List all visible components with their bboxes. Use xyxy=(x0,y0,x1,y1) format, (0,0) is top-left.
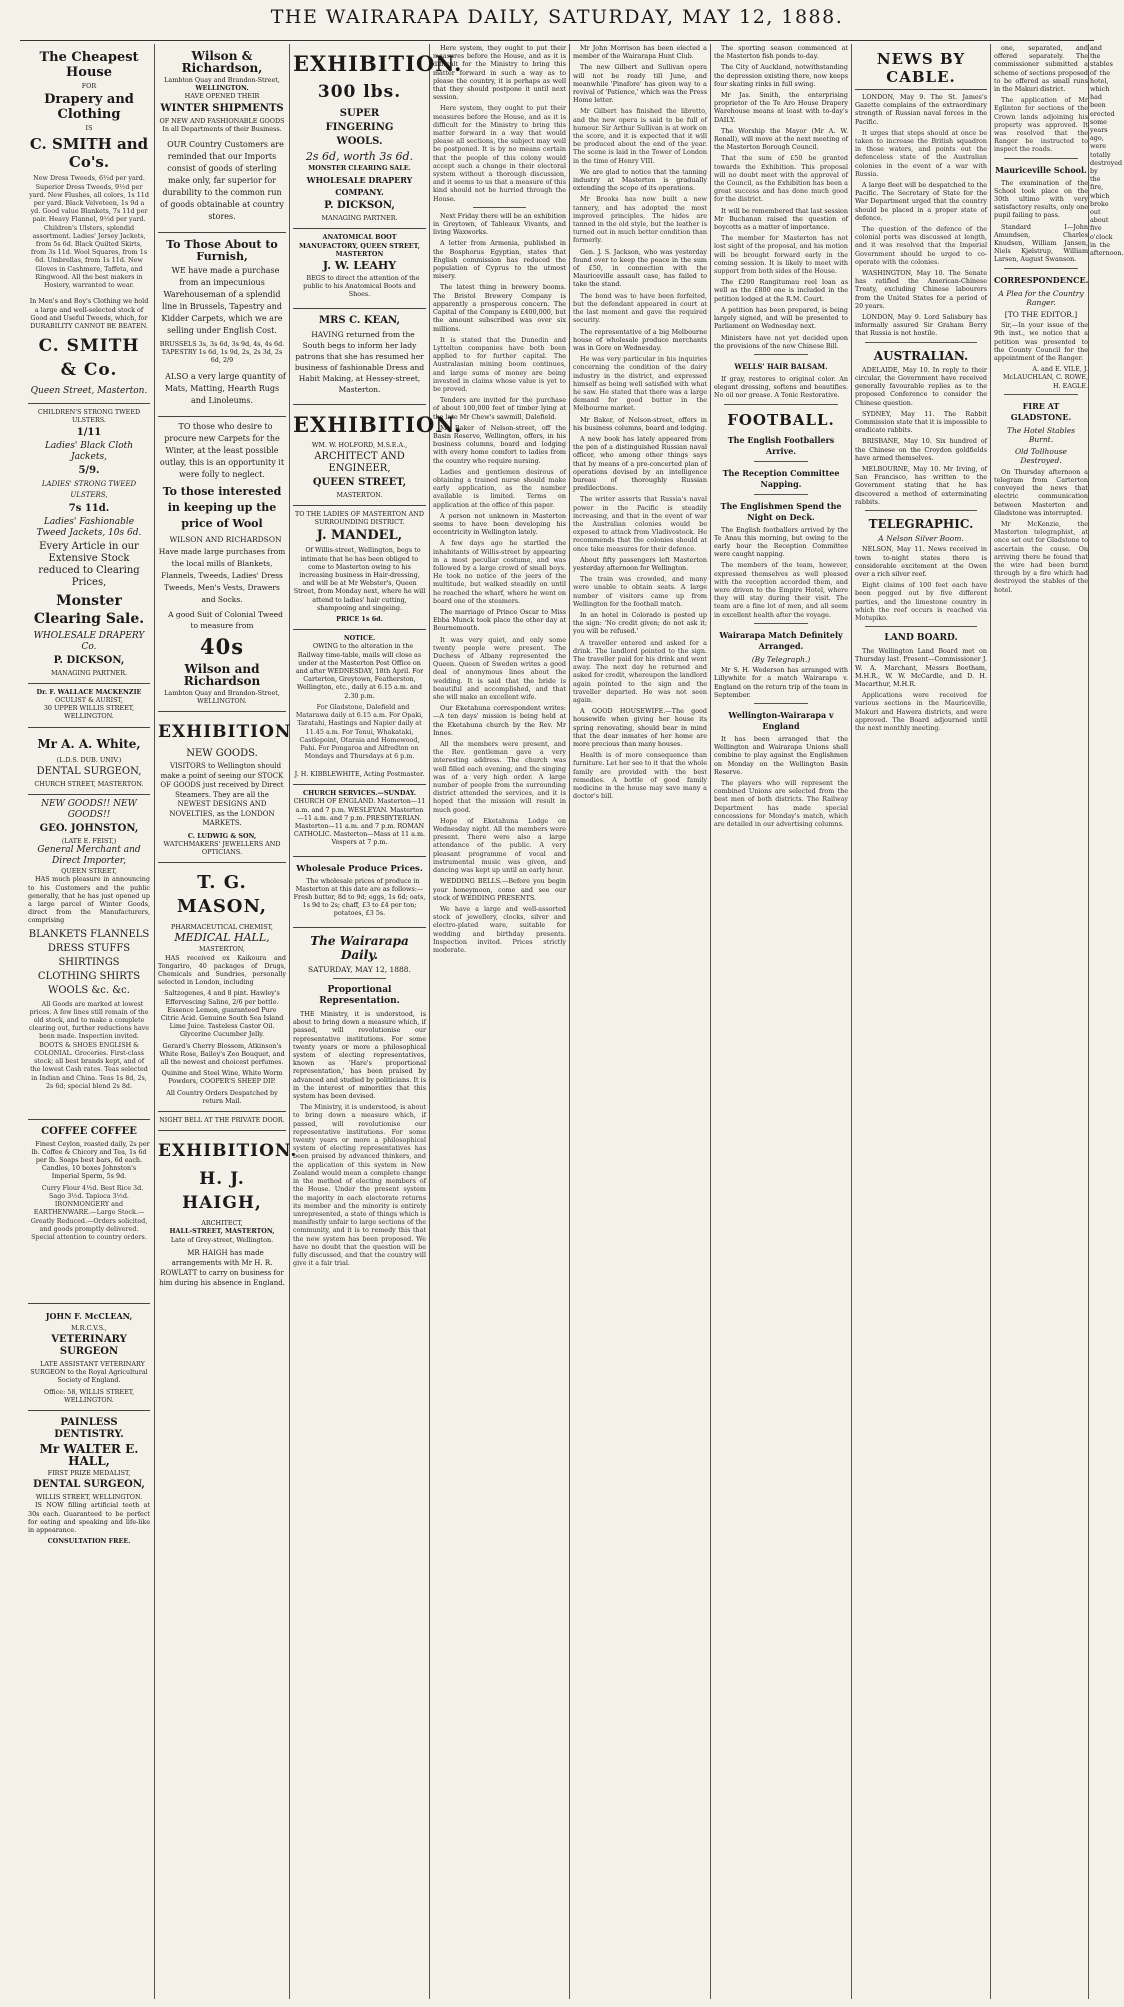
ad-name: GEO. JOHNSTON, xyxy=(39,823,139,835)
ad-top: TO THE LADIES OF MASTERTON AND SURROUNDING DISTRICT. xyxy=(295,510,424,527)
ad-firm: C. SMITH and Co's. xyxy=(29,135,149,172)
advertisement-painless-dentistry xyxy=(28,1411,150,1551)
article-paragraph: The members of the team, however, expressed themselves as well pleased with the reception accorded them, and were driven to the Empire Hotel, where they will stay during their visit. The team are a fine lot of men, and all seem in excellent health after the voyage. xyxy=(714,561,848,619)
article-paragraph: Health is of more consequence than furniture. Let her see to it that the whole family are provided with the best remedies. A bottle of good family medicine in the house may save many a doctor's bill. xyxy=(573,751,707,801)
article-paragraph: On Thursday afternoon a telegram from Carterton conveyed the news that electric communication between Masterton and Gladstone was interrupted. xyxy=(994,467,1088,517)
ad-firm: Wilson & Richardson, xyxy=(181,49,263,75)
ad-title: EXHIBITION. xyxy=(293,411,463,437)
column-rule xyxy=(569,44,570,1999)
ad-name: WM. W. HOLFORD, M.S.E.A., xyxy=(311,440,408,449)
editorial-body: The Ministry, it is understood, is about to bring down a measure which, if passed, will revolutionise our representative institutions. For some twenty years or more a philosophical system of electing representatives has been praised by advanced thinkers, and the application of this system in New Zealand would mean a complete change in the method of electing members of the House. Under the present system the majority in each electorate returns its member and the minority is entirely unrepresented, a state of things which is manifestly unfair to large sections of the community, and it is to remedy this that the new system has been proposed. We have no doubt that the question will be fully discussed, and that the country will give it a fair trial. xyxy=(293,1103,426,1268)
advertisement-title: WELLS' HAIR BALSAM. xyxy=(734,361,828,371)
section-news-by-cable: NEWS BY CABLE. xyxy=(855,50,987,90)
ad-address: Lambton Quay and Brandon-Street, xyxy=(164,76,280,84)
article-paragraph: He was very particular in his inquiries concerning the condition of the dairy industry in the district, and expressed himself as being well satisfied with what he saw. He stated that there was a large demand for good butter in the Melbourne market. xyxy=(573,355,707,413)
article-paragraph: Mr S. H. Wederson has arranged with Lillywhite for a match Wairarapa v. England on the return trip of the team in September. xyxy=(714,666,848,699)
article-paragraph: NELSON, May 11. News received in town to-night states there is considerable excitement at the Owen over a rich silver reef. xyxy=(855,545,987,579)
divider xyxy=(1004,394,1078,395)
ad-name: Mr A. A. White, xyxy=(37,736,141,751)
produce-prices xyxy=(293,857,426,928)
column-3 xyxy=(293,44,463,1999)
advertisement-johnston xyxy=(28,795,150,1120)
issue-date: SATURDAY, MAY 12, 1888. xyxy=(308,964,411,974)
ad-title: To those interested in keeping up the price of Wool xyxy=(162,484,282,530)
ad-body: A good Suit of Colonial Tweed to measure from xyxy=(168,609,283,630)
advertisement-leahy-boots xyxy=(293,229,426,308)
article-paragraph: The question of the defence of the colonial ports was discussed at length, and it was resolved that the Imperial Government should be urged to co-operate with the colonies. xyxy=(855,225,987,266)
subheading: Wellington-Wairarapa v England xyxy=(728,710,834,732)
ad-title: NIGHT BELL AT THE PRIVATE DOOR. xyxy=(159,1116,285,1124)
article-paragraph: BRISBANE, May 10. Six hundred of the Chinese on the Croydon goldfields have armed themselves. xyxy=(855,437,987,462)
article-paragraph: WASHINGTON, May 10. The Senate has ratified the American-Chinese Treaty, excluding Chinese labourers from the United States for a period of 20 years. xyxy=(855,269,987,310)
ad-line: FINGERING xyxy=(325,122,394,133)
ad-title: EXHIBITION xyxy=(158,722,292,743)
ad-line: WOOLS. xyxy=(336,136,383,147)
article-paragraph: All the members were present, and the Rev. gentleman gave a very interesting address. The church was well filled each evening, and the singing was of a very high order. A large number of people from the surrounding district attended the services, and it is hoped that the mission will result in much good. xyxy=(433,740,566,814)
column-rule xyxy=(429,44,430,1999)
column-rule xyxy=(851,44,852,1999)
section-school: Mauriceville School. xyxy=(995,164,1087,175)
article-paragraph: MELBOURNE, May 10. Mr Irving, of San Francisco, has written to the Government stating that he has discovered a method of exterminating rabbits. xyxy=(855,464,987,506)
subheading: A Nelson Silver Boom. xyxy=(878,533,964,543)
ad-line: Ladies' Black Cloth Jackets, xyxy=(44,440,134,462)
ad-text: FOR xyxy=(81,82,97,90)
ad-sub: NEW GOODS. xyxy=(186,748,258,760)
article-paragraph: LONDON, May 9. The St. James's Gazette complains of the extraordinary strength of Russian naval forces in the Pacific. xyxy=(855,93,987,126)
article-paragraph: The member for Masterton has not lost sight of the proposal, and his motion will be brought forward early in the coming session. It is likely to meet with support from both sides of the House. xyxy=(714,234,848,276)
column-1 xyxy=(28,44,150,1999)
article-paragraph: That the sum of £50 be granted towards the Exhibition. This proposal will no doubt meet with the approval of the Council, as the Exhibition has been a great success and has done much good for the district. xyxy=(714,154,848,204)
ad-items: Gerard's Cherry Blossom, Atkinson's White Rose, Bailey's Zeo Bouquet, and all the newest and choicest perfumes. xyxy=(159,1041,285,1066)
ad-line: WINTER SHIPMENTS xyxy=(160,102,284,114)
notice-sign: J. H. KIBBLEWHITE, Acting Postmaster. xyxy=(294,769,425,778)
ad-address: WILLIS STREET, WELLINGTON. xyxy=(35,1493,143,1502)
ad-body: MR HAIGH has made arrangements with Mr H. R. ROWLATT to carry on business for him during his absence in England. xyxy=(159,1248,285,1287)
notice-body: For Gladstone, Dalefield and Matarawa daily at 6.15 a.m. For Opaki, Taratahi, Hastings and Napier daily at 11.45 a.m. For Tenui, Whakataki, Castlepoint, Otaraia and Homewood, Pahi. For Pongaroa and Alfredton on Mondays and Thursdays at 6 p.m. xyxy=(295,702,424,761)
ad-late: (LATE E. FEIST,) xyxy=(61,837,117,846)
article-paragraph: The bond was to have been forfeited, but the defendant appeared in court at the last moment and gave the required security. xyxy=(573,291,707,325)
ad-address: Lambton Quay and Brandon-Street, xyxy=(164,688,280,697)
ad-price: 40s xyxy=(199,633,245,659)
ad-line: Drapery and Clothing xyxy=(44,92,134,123)
article-paragraph: A person not unknown in Masterton seems to have been developing his eccentricity in Wellington lately. xyxy=(433,511,566,537)
article-paragraph: one, separated, and offered separately. The commissioner submitted a scheme of sections proposed to be offered as small runs in the Makuri district. xyxy=(994,44,1088,94)
ad-body: New Dress Tweeds, 6½d per yard. Superior Dress Tweeds, 9½d per yard. New Flushes, all colors, 1s 11d per yard. Black Velveteen, 1s 9d a yd. Good value Blankets, 7s 11d per pair. Heavy Flannel, 9½d per yard. Children's Ulsters, splendid assortment. Ladies' Jersey Jackets, from 5s 6d. Black Quilted Skirts, from 3s 11d. Wool Squares, from 1s 6d. Umbrellas, from 1s 11d. New Gloves in Cashmere, Taffeta, and Ringwood. All the best makers in Hosiery, warranted to wear. xyxy=(29,174,149,290)
ad-address: QUEEN STREET, xyxy=(61,867,117,876)
editorial-body: THE Ministry, it is understood, is about to bring down a measure which, if passed, will revolutionise our representative institutions. For some twenty years or more a philosophical system of electing representatives, known as 'Hare's proportional representation,' has been praised by advanced and studied by politicians. It is in the interest of minorities that this system has been devised. xyxy=(293,1010,426,1101)
ad-name: J. W. LEAHY xyxy=(322,259,397,273)
column-rule xyxy=(1088,44,1089,1999)
article-paragraph: ADELAIDE, May 10. In reply to their circular, the Government have received generally favourable replies as to the proposed Conference to consider the Chinese question. xyxy=(855,365,987,407)
ad-name: J. MANDEL, xyxy=(316,528,403,544)
article-paragraph: The Wellington Land Board met on Thursday last. Present—Commissioner J. W. A. Marchant, Messrs Beetham, M.H.R., W. W. McCardle, and D. H. Macarthur, M.H.R. xyxy=(855,647,987,689)
article-paragraph: Mr Baker, of Nelson-street, offers in his business columns, board and lodging. xyxy=(573,415,707,432)
article-paragraph: Mr Jas. Smith, the enterprising proprietor of the Te Aro House Drapery Warehouse means at least with to-day's DAILY. xyxy=(714,91,848,124)
divider xyxy=(865,342,977,343)
section-land-board: LAND BOARD. xyxy=(884,633,958,644)
byline: (By Telegraph.) xyxy=(751,654,811,664)
ad-role: MANAGING PARTNER. xyxy=(321,214,398,223)
ad-name: Dr. F. WALLACE MACKENZIE xyxy=(36,687,142,696)
advertisement-fingering-wools xyxy=(293,44,463,229)
notice-mails xyxy=(293,630,426,785)
divider xyxy=(1004,268,1078,269)
article-paragraph: The players who will represent the combined Unions are selected from the best men of both districts. The Railway Department has made special concessions for Monday's match, which are detailed in our advertising columns. xyxy=(714,779,848,829)
article-paragraph: Mr John Morrison has been elected a member of the Wairarapa Hunt Club. xyxy=(573,44,707,61)
advertisement-mandel xyxy=(293,506,426,630)
advertisement-veterinary xyxy=(28,1304,150,1411)
advertisement-cheapest-house xyxy=(28,44,150,404)
divider xyxy=(754,461,808,462)
ad-address: CHURCH STREET, MASTERTON. xyxy=(34,779,144,788)
article-paragraph: It urges that steps should at once be taken to increase the British squadron in those waters, and points out the defenceless state of the Australian colonies in the event of a war with Russia. xyxy=(855,128,987,178)
article-paragraph: Mr McKenzie, the Masterton telegraphist, at once set out for Gladstone to ascertain the cause. On arriving there he found that the wire had been burnt through by a fire which had destroyed the stables of the hotel. xyxy=(994,520,1088,594)
ad-firm: Wilson and Richardson xyxy=(183,661,261,688)
section-title: CHURCH SERVICES.—SUNDAY. xyxy=(302,789,416,798)
article-paragraph: In an hotel in Colorado is posted up the sign: 'No credit given; do not ask it; you will be refused.' xyxy=(573,611,707,636)
ad-role: PHARMACEUTICAL CHEMIST, xyxy=(171,923,273,932)
divider xyxy=(754,623,808,624)
ad-line: HAVE OPENED THEIR xyxy=(184,92,260,101)
notice-title: NOTICE. xyxy=(343,634,376,643)
column-8 xyxy=(994,44,1088,1999)
ad-footer: CONSULTATION FREE. xyxy=(47,1537,131,1546)
divider xyxy=(754,354,808,355)
ad-body: Of Willis-street, Wellington, begs to intimate that he has been obliged to come to Masterton owing to his increasing business in Hair-dressing, and will be at Mr Webster's, Queen Street, from Monday next, where he will attend to ladies' hair cutting, shampooing and singeing. xyxy=(293,546,426,612)
ad-price: 7s 11d. xyxy=(68,502,110,514)
advertisement-exhibition-ludwig xyxy=(158,712,292,863)
article-paragraph: and the stables of the hotel, which had been erected some years ago, were totally destroyed by the fire, which broke out about five o'clock in the afternoon. xyxy=(1090,44,1124,258)
divider xyxy=(754,494,808,495)
column-4 xyxy=(433,44,566,1999)
ad-address: Queen Street, Masterton. xyxy=(30,386,148,397)
advertisement-body: If gray, restores to original color. An elegant dressing, softens and beautifies. No oil nor grease. A Tonic Restorative. xyxy=(714,374,848,400)
article-paragraph: The Worship the Mayor (Mr A. W. Renall), will move at the next meeting of the Masterton Borough Council. xyxy=(714,126,848,152)
section-fire: FIRE AT GLADSTONE. xyxy=(1010,400,1072,422)
ad-name: JOHN F. McCLEAN, xyxy=(45,1310,133,1321)
column-rule xyxy=(154,44,155,1999)
article-paragraph: Hope of Eketahuna Lodge on Wednesday night. All the members were present. There were also a large attendance of the public. A very pleasant programme of vocal and instrumental music was given, and dancing was kept up until an early hour. xyxy=(433,816,566,875)
article-paragraph: The writer asserts that Russia's naval power in the Pacific is steadily increasing, and that in the event of war the Australian colonies would be exposed to attack from Vladivostock. He recommends that the colonies should at once take measures for their defence. xyxy=(573,495,707,553)
ad-price: 2s 6d, worth 3s 6d. xyxy=(305,150,414,163)
masthead: THE WAIRARAPA DAILY, SATURDAY, MAY 12, 1888. xyxy=(20,6,1094,41)
article-paragraph: Mr Gilbert has finished the libretto, and the new opera is said to be full of humour. Sir Arthur Sullivan is at work on the score, and it is expected that it will be produced about the end of the year. The scene is laid in the Tower of London in the time of Henry VIII. xyxy=(573,107,707,165)
article-paragraph: The latest thing in brewery booms. The Bristol Brewery Company is apparently a prosperous concern. The Capital of the Company is £400,000, but the amount subscribed was over six millions. xyxy=(433,283,566,333)
editorial-heading: Proportional Representation. xyxy=(319,985,400,1007)
advertisement-wholesale-drapery xyxy=(28,404,150,684)
ad-price: 1/11 xyxy=(76,426,102,438)
article-paragraph: It is stated that the Dunedin and Lyttelton companies have both been applied to for further capital. The Australasian mining boom continues, and large sums of money are being invested in claims whose value is yet to be proved. xyxy=(433,335,566,393)
ad-body: TO those who desire to procure new Carpets for the Winter, at the least possible outlay, this is an opportunity it were folly to neglect. xyxy=(159,421,285,479)
article-paragraph: Gen. J. S. Jackson, who was yesterday found over to keep the peace in the sum of £50, in connection with the Mauriceville assault case, has failed to take the stand. xyxy=(573,247,707,289)
ad-address-firm: C. SMITH & Co. xyxy=(38,336,140,381)
section-telegraphic: TELEGRAPHIC. xyxy=(868,516,974,531)
article-paragraph: About fifty passengers left Masterton yesterday afternoon for Wellington. xyxy=(573,555,707,572)
article-paragraph: Eight claims of 100 feet each have been pegged out by five different parties, and the limestone country in which the reef occurs is reached via Motupiko. xyxy=(855,581,987,623)
article-paragraph: SYDNEY, May 11. The Rabbit Commission state that it is impossible to eradicate rabbits. xyxy=(855,409,987,435)
article-paragraph: Sir,—In your issue of the 9th inst., we notice that a petition was presented to the County Council for the appointment of the Ranger. xyxy=(994,321,1088,362)
article-paragraph: Mr Baker of Nelson-street, off the Basin Reserve, Wellington, offers, in his business columns, board and lodging with every home comfort to ladies from the country who require nursing. xyxy=(433,423,566,465)
advertisement-dentist-white xyxy=(28,728,150,795)
divider xyxy=(473,207,526,208)
article-paragraph: A large fleet will be despatched to the Pacific. The Secretary of State for the War Department urged that the country should be placed in a proper state of defence. xyxy=(855,181,987,222)
ad-city: WELLINGTON. xyxy=(197,696,247,705)
ad-office: Office: 58, WILLIS STREET, WELLINGTON. xyxy=(43,1387,135,1404)
letter-signatures: A. and E. VILE, J. McLAUCHLAN, C. ROWE, H. EAGLE. xyxy=(1003,365,1088,390)
ad-name: Mr WALTER E. HALL, xyxy=(39,1441,139,1468)
column-7 xyxy=(855,44,987,1999)
advertisement-holford xyxy=(293,405,463,506)
editor-label: [TO THE EDITOR.] xyxy=(1004,309,1078,319)
article-paragraph: The sporting season commenced at the Masterton fish ponds to-day. xyxy=(714,44,848,61)
ad-price: PRICE 1s 6d. xyxy=(336,615,383,624)
section-australian: AUSTRALIAN. xyxy=(873,348,969,363)
ad-body: WE have made a purchase from an impecunious Warehouseman of a splendid line in Brussels, Tapestry and Kidder Carpets, which we are selling under English Cost. xyxy=(161,266,283,336)
ad-hall: MEDICAL HALL, xyxy=(174,931,270,945)
ad-items: BLANKETS FLANNELS DRESS STUFFS SHIRTINGS CLOTHING SHIRTS WOOLS &c. &c. xyxy=(28,928,150,996)
ad-role: DENTAL SURGEON, xyxy=(33,1479,145,1491)
ad-city: MASTERTON, xyxy=(199,945,245,954)
ad-top: NEW GOODS!! NEW GOODS!! xyxy=(41,799,137,821)
divider xyxy=(333,978,386,979)
advertisement-oculist xyxy=(28,684,150,728)
article-paragraph: Ladies and gentlemen desirous of obtaining a trained nurse should make early application, as the number available is limited. Terms on application at the office of this paper. xyxy=(433,467,566,509)
ad-line: MONSTER CLEARING SALE. xyxy=(308,164,411,172)
ad-name: H. J. HAIGH, xyxy=(182,1169,262,1214)
divider xyxy=(1004,158,1078,159)
advertisement-kean xyxy=(293,309,426,405)
article-paragraph: The City of Auckland, notwithstanding the depression existing there, now keeps four skating rinks in full swing. xyxy=(714,63,848,88)
ad-text: IS xyxy=(85,124,93,133)
advertisement-haigh xyxy=(158,1131,298,1297)
ad-address: HALL-STREET, MASTERTON, xyxy=(169,1227,275,1236)
advertisement-mason-chemist xyxy=(158,863,286,1112)
article-paragraph: A traveller entered and asked for a drink. The landlord pointed to the sign. The traveller paid for his drink and went away. The next day he returned and asked for credit, whereupon the landlord again pointed to the sign and the traveller departed. He was not seen again. xyxy=(573,638,707,705)
ad-body: VISITORS to Wellington should make a point of seeing our STOCK OF GOODS just received by Direct Steamers. They are all the NEWEST DESIGNS AND NOVELTIES, as the LONDON MARKETS. xyxy=(160,762,284,828)
services-body: CHURCH OF ENGLAND. Masterton—11 a.m. and 7 p.m. WESLEYAN. Masterton—11 a.m. and 7 p.m. PRESBYTERIAN. Masterton—11 a.m. and 7 p.m. ROMAN CATHOLIC. Masterton—Mass at 11 a.m. Vespers at 7 p.m. xyxy=(293,797,426,847)
ad-degree: (L.D.S. DUB. UNIV.) xyxy=(56,755,122,764)
article-paragraph: Ministers have not yet decided upon the provisions of the new Chinese Bill. xyxy=(714,333,848,350)
ad-line: OF NEW AND FASHIONABLE GOODS xyxy=(159,116,285,125)
ad-items: Quinine and Steel Wine, White Worm Powders, COOPER'S SHEEP DIP. xyxy=(161,1069,283,1086)
column-rule xyxy=(289,44,290,1999)
section-football: FOOTBALL. xyxy=(727,410,835,429)
ad-title: EXHIBITION. xyxy=(158,1141,298,1162)
subheading: Wairarapa Match Definitely Arranged. xyxy=(719,629,843,651)
article-paragraph: We have a large and well-assorted stock of jewellery, clocks, silver and electro-plated ware, suitable for wedding and birthday presents. Inspection invited. Prices strictly moderate. xyxy=(433,904,566,954)
ad-role: VETERINARY SURGEON xyxy=(51,1333,127,1357)
ad-body: ALSO a very large quantity of Mats, Matting, Hearth Rugs and Linoleums. xyxy=(164,371,286,405)
article-paragraph: Mr Brooks has now built a new tannery, and has adopted the most improved principles. The hides are tanned in the old style, but the leather is turned out in much better condition than formerly. xyxy=(573,195,707,245)
advertisement-wilson-richardson xyxy=(158,44,286,233)
section-correspondence: CORRESPONDENCE. xyxy=(994,274,1089,285)
ad-title: PAINLESS DENTISTRY. xyxy=(54,1416,124,1440)
ad-sub: 300 lbs. xyxy=(317,82,402,102)
ad-name: P. DICKSON, xyxy=(324,200,395,212)
ad-line: Ladies' Fashionable Tweed Jackets, 10s 6d. xyxy=(36,516,142,538)
article-paragraph: It was very quiet, and only some twenty people were present. The Duchess of Albany represented the Queen. Queen of Sweden writes a good deal of anonymous lines about the wedding. It is said that the bride is beautiful and accomplished, and that she will make an excellent wife. xyxy=(433,635,566,702)
article-paragraph: The train was crowded, and many were unable to obtain seats. A large number of visitors came up from Wellington for the football match. xyxy=(573,575,707,608)
article-paragraph: A petition has been prepared, is being largely signed, and will be presented to Parliament on Wednesday next. xyxy=(714,305,848,331)
ad-body: IS NOW filling artificial teeth at 30s each. Guaranteed to be perfect for eating and speaking and life-like in appearance. xyxy=(28,1501,150,1534)
subheading: The Hotel Stables Burnt. xyxy=(1006,425,1076,445)
article-paragraph: Here system, they ought to put their measures before the House, and as it is difficult for the Ministry to bring this matter forward in such a way as to please the country, it is perhaps as well that they should postpone it until next session. xyxy=(433,44,566,102)
prices-body: The wholesale prices of produce in Masterton at this date are as follows:—Fresh butter, 8d to 9d; eggs, 1s 6d; oats, 1s 9d to 2s; chaff, £3 to £4 per ton; potatoes, £3 5s. xyxy=(293,876,426,918)
advertisement-night-bell xyxy=(158,1112,286,1131)
article-paragraph: The examination of the School took place on the 30th ultimo with very satisfactory results, only one pupil failing to pass. xyxy=(994,178,1088,220)
article-paragraph: LONDON, May 9. Lord Salisbury has informally assured Sir Graham Berry that Russia is not hostile. xyxy=(855,313,987,338)
ad-title: COFFEE COFFEE xyxy=(41,1125,137,1137)
ad-address: 30 UPPER WILLIS STREET, WELLINGTON. xyxy=(43,704,135,721)
ad-title: The Cheapest House xyxy=(39,50,139,80)
article-paragraph: The application of Mr Eglinton for sections of the Crown lands adjoining his property was approved. It was resolved that the Ranger be instructed to inspect the roads. xyxy=(994,96,1088,154)
article-paragraph: Here system, they ought to put their measures before the House, and as it is difficult for the Ministry to bring this matter forward in a way that would please all sections, the subject may well be postponed. It is by no means certain that the people of this colony would accept such a change in their electoral system without a thorough discussion, and it seems to us that a measure of this kind should not be hurried through the House. xyxy=(433,104,566,203)
column-9 xyxy=(1090,44,1124,1999)
divider xyxy=(754,703,808,704)
ad-body: HAS received ex Kaikoura and Tongariro, 40 packages of Drugs, Chemicals and Sundries, personally selected in London, including xyxy=(158,953,286,987)
ad-name: T. G. MASON, xyxy=(176,872,268,918)
article-paragraph: It will be remembered that last session Mr Buchanan raised the question of boycotts as a matter of importance. xyxy=(714,206,848,232)
ad-body: OUR Country Customers are reminded that our Imports consist of goods of sterling make only, far superior for durability to the common run of goods obtainable at country stores. xyxy=(160,140,284,222)
ad-city: MASTERTON. xyxy=(336,490,383,499)
ad-sub: FIRST PRIZE MEDALIST, xyxy=(47,1468,131,1477)
article-paragraph: We are glad to notice that the tanning industry at Masterton is gradually extending the scope of its operations. xyxy=(573,167,707,193)
ad-body: HAVING returned from the South begs to inform her lady patrons that she has resumed her business of fashionable Dress and Habit Making, at Hessey-street, Masterton. xyxy=(294,329,425,394)
advertisement-furnish xyxy=(158,233,286,417)
ad-prices: TAPESTRY 1s 6d, 1s 9d, 2s, 2s 3d, 2s 6d, 2/9 xyxy=(161,348,283,365)
column-2 xyxy=(158,44,298,1999)
article-paragraph: The marriage of Prince Oscar to Miss Ebba Munck took place the other day at Bournemouth. xyxy=(433,608,566,633)
ad-degree: M.R.C.V.S., xyxy=(71,1323,107,1332)
ad-city: WELLINGTON. xyxy=(195,84,249,93)
ad-title: ANATOMICAL BOOT MANUFACTORY, QUEEN STREET, MASTERTON xyxy=(299,233,420,258)
ad-price: 5/9. xyxy=(78,464,100,476)
article-paragraph: A letter from Armenia, published in the Bosphorus Egyptian, states that English commission has reduced the population of Cyprus to the utmost misery. xyxy=(433,239,566,281)
ad-notice: HAS much pleasure in announcing to his Customers and the public generally, that he has just opened up a large parcel of Winter Goods, direct from the Manufacturers, comprising xyxy=(28,875,150,925)
ad-title: CHILDREN'S STRONG TWEED ULSTERS. xyxy=(37,408,141,425)
ad-title: EXHIBITION. xyxy=(293,51,463,76)
ad-title: To Those About to Furnish, xyxy=(166,238,278,264)
ad-line: LADIES' STRONG TWEED ULSTERS, xyxy=(41,479,137,499)
ad-firm: C. LUDWIG & SON, xyxy=(187,831,257,840)
ad-footer: All Country Orders Despatched by return Mail. xyxy=(166,1088,278,1105)
ad-name: P. DICKSON, xyxy=(53,654,125,666)
ad-late: Late of Grey-street, Wellington. xyxy=(170,1235,274,1244)
ad-address: QUEEN STREET, xyxy=(312,476,407,488)
divider xyxy=(724,404,838,405)
ad-headline: Monster Clearing Sale. xyxy=(33,592,145,627)
ad-role: DENTAL SURGEON, xyxy=(36,765,142,777)
article-paragraph: The £200 Rangitumau reel loan as well as the £800 one is included in the petition lodged at the R.M. Court. xyxy=(714,278,848,303)
article-paragraph: Our Eketahuna correspondent writes:—A ten days' mission is being held at the Eketahuna church by the Rev. Mr Innes. xyxy=(433,704,566,737)
article-paragraph: WEDDING BELLS.—Before you begin your honeymoon, come and see our stock of WEDDING PRESENTS. xyxy=(433,877,566,902)
article-paragraph: The new Gilbert and Sullivan opera will not be ready till June, and meanwhile 'Pinafore' has given way to a revival of 'Patience,' which was the Press Home letter. xyxy=(573,63,707,105)
ad-sub: LATE ASSISTANT VETERINARY SURGEON to the Royal Agricultural Society of England. xyxy=(30,1359,148,1385)
subheading: Old Tollhouse Destroyed. xyxy=(1015,446,1067,466)
ad-prices: BRUSSELS 3s, 3s 6d, 3s 9d, 4s, 4s 6d. xyxy=(159,340,285,349)
advertisement-wool xyxy=(158,417,286,712)
article-paragraph: The representative of a big Melbourne house of wholesale produce merchants was in Gore on Wednesday. xyxy=(573,327,707,352)
ad-firm: WHOLESALE DRAPERY COMPANY. xyxy=(306,175,413,198)
article-paragraph: Standard I—John Amundsen, Charles Knudsen, William Jansen, Niels Kjølstrup, William Larsen, August Swanson. xyxy=(994,222,1088,264)
ad-items: Saltzogenes, 4 and 8 pint. Hawley's Effervescing Saline, 2/6 per bottle. Essence Lemon, guaranteed Pure Citric Acid. Genuine South Sea Island Lime Juice. Tasteless Castor Oil. Glycerine Cucumber Jelly. xyxy=(160,989,284,1039)
advertisement-coffee xyxy=(28,1120,150,1304)
column-6 xyxy=(714,44,848,1999)
subheading: The Reception Committee Napping. xyxy=(722,467,840,489)
ad-body: WILSON AND RICHARDSON Have made large purchases from the local mills of Blankets, Flannels, Tweeds, Ladies' Dress Tweeds, Men's Vests, Drawers and Socks. xyxy=(158,534,286,604)
ad-role: General Merchant and Direct Importer, xyxy=(37,845,141,867)
ad-body: Finest Ceylon, roasted daily, 2s per lb. Coffee & Chicory and Tea, 1s 6d per lb. Soaps best bars, 6d each. Candles, 10 boxes Johnston's Imperial Sperm, 5s 9d. xyxy=(31,1139,150,1181)
ad-role: MANAGING PARTNER. xyxy=(50,668,128,677)
ad-notice: In Men's and Boy's Clothing we hold a large and well-selected stock of Good and Useful Tweeds, which, for DURABILITY CANNOT BE BEATEN. xyxy=(29,297,149,331)
section-title: Wholesale Produce Prices. xyxy=(296,863,423,874)
article-paragraph: The English footballers arrived by the Te Anau this morning, but owing to the early hour the Reception Committee were caught napping. xyxy=(714,525,848,559)
ad-role: OCULIST & AURIST, xyxy=(55,696,123,705)
article-paragraph: Tenders are invited for the purchase of about 100,000 feet of timber lying at the late Mr Chew's sawmill, Dalefield. xyxy=(433,396,566,421)
editorial xyxy=(293,934,426,1268)
subheading: The English Footballers Arrive. xyxy=(727,434,835,456)
subheading: A Plea for the Country Ranger. xyxy=(998,288,1084,308)
column-5 xyxy=(573,44,707,1999)
ad-body: All Goods are marked at lowest prices. A few lines still remain of the old stock, and to make a complete clearing out, further reductions have been made. Inspection invited. BOOTS & SHOES ENGLISH & COLONIAL. Groceries. First-class stock; all best brands kept, and of the lowest Cash rates. Teas selected in Indian and China. Teas 1s 8d, 2s, 2s 6d; special blend 2s 8d. xyxy=(28,999,150,1090)
article-paragraph: It has been arranged that the Wellington and Wairarapa Unions shall combine to play against the Englishmen on Monday on the Wellington Basin Reserve. xyxy=(714,735,848,776)
divider xyxy=(865,626,977,627)
ad-line: WHOLESALE DRAPERY Co. xyxy=(33,630,145,652)
ad-line: In all Departments of their Business. xyxy=(162,124,282,133)
ad-body: BEGS to direct the attention of the public to his Anatomical Boots and Shoes. xyxy=(303,274,420,299)
article-paragraph: A GOOD HOUSEWIFE.—The good housewife when giving her house its spring renovating, should bear in mind that the dear inmates of her home are more precious than many houses. xyxy=(573,707,707,749)
article-paragraph: A few days ago he startled the inhabitants of Willis-street by appearing in a most peculiar costume, and was followed by a large crowd of small boys. He took no notice of the jeers of the multitude, but walked steadily on until he reached the wharf, where he went on board one of the steamers. xyxy=(433,539,566,605)
article-paragraph: Applications were received for various sections in the Mauriceville, Makuri and Hawera districts, and were approved. The Board adjourned until the next monthly meeting. xyxy=(855,691,987,733)
ad-name: MRS C. KEAN, xyxy=(319,314,400,326)
ad-role: ARCHITECT AND ENGINEER, xyxy=(314,450,405,474)
notice-body: OWING to the alteration in the Railway time-table, mails will close as under at the Masterton Post Office on and after WEDNESDAY, 18th April. For Carterton, Greytown, Featherston, Wellington, etc., daily at 6.15 a.m. and 2.30 p.m. xyxy=(295,642,424,700)
ad-line: Every Article in our Extensive Stock reduced to Clearing Prices, xyxy=(38,540,140,588)
article-paragraph: A new book has lately appeared from the pen of a distinguished Russian naval officer, who among other things says that by means of a pre-concerted plan of operations devised by an intelligence bureau of thoroughly Russian predilections. xyxy=(573,434,707,493)
column-rule xyxy=(990,44,991,1999)
divider xyxy=(865,510,977,511)
newspaper-nameplate: The Wairarapa Daily. xyxy=(310,933,409,962)
article-paragraph: Next Friday there will be an exhibition in Greytown, of Tableaux Vivants, and living Waxworks. xyxy=(433,211,566,237)
ad-role: WATCHMAKERS' JEWELLERS AND OPTICIANS. xyxy=(163,839,281,856)
church-services xyxy=(293,785,426,856)
ad-role: ARCHITECT, xyxy=(201,1219,243,1228)
subheading: The Englishmen Spend the Night on Deck. xyxy=(720,500,842,522)
ad-line: SUPER xyxy=(339,108,380,119)
ad-body: Curry Flour 4½d. Best Rice 3d. Sago 3½d. Tapioca 3½d. IRONMONGERY and EARTHENWARE.—Large Stock.—Greatly Reduced.—Orders solicited, and goods promptly delivered. Special attention to country orders. xyxy=(30,1183,148,1241)
column-rule xyxy=(710,44,711,1999)
